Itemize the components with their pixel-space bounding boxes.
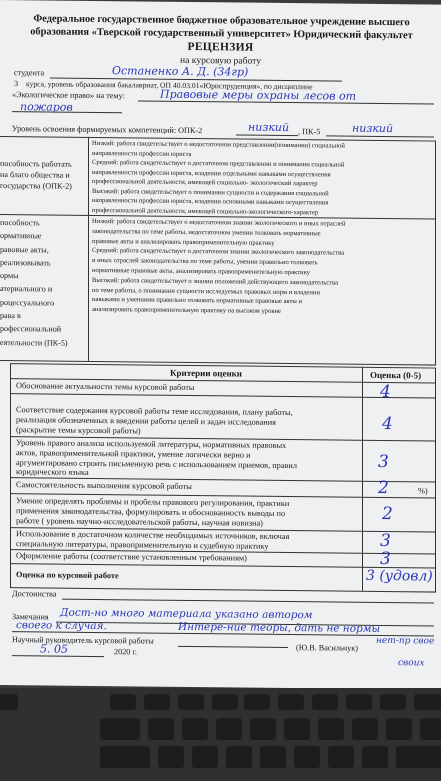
criteria-row-6-score: 3 [380,530,391,552]
total-grade-label: Оценка по курсовой работе [16,570,119,581]
criteria-row-7-text: Оформление работы (соответствие установленным требованиям) [16,551,247,563]
pk5-label: , ПК-5 [298,127,321,137]
criteria-row-3-score: 3 [378,451,389,473]
document-title: РЕЦЕНЗИЯ [187,40,254,54]
keyboard-key [362,746,388,768]
keyboard-key [414,694,441,710]
remarks-label: Замечания [12,612,49,622]
opk2-level-descriptions: Низкий: работа свидетельствует о недостаточном представлении(понимании) социальной направленности профессии юриста Средний: работа свидетельствует о достаточном представлении и понимании социальной направленности профессии юриста, владении отдельными навыками осуществления профессиональной деятельности, имеющей социально- экологический характер Высокий: работа свидетельствует о понимании сущности и содержания социальной направленности профессии юриста, владении основными навыками осуществления профессиональной деятельности, имеющей социально-экологического-характер [92,139,345,216]
course-description: курса, уровень образования бакалавриат, ОП 40.03.01«Юриспруденция», по дисциплине [26,79,313,92]
signature-line [178,646,288,648]
criteria-row-5-text: Умение определять проблемы и пробелы правового регулирования, практики применения законодательства, формулировать и обоснованность выводы по работе ( уровень научно-исследовательской работы, научная новизна) [16,496,290,528]
criteria-row-5-score: 2 [382,504,393,525]
document-subtitle: на курсовую работу [180,54,261,67]
keyboard-key [244,694,270,710]
criteria-row-1-text: Обоснование актуальности темы курсовой работы [16,381,195,393]
keyboard-key [318,718,344,740]
header-line-1: Федеральное государственное бюджетное образовательное учреждение высшего [33,13,410,29]
remarks-handwritten-1: Дост-но много материала указано автором [60,606,313,622]
criteria-row-7-score: 3 [380,548,391,570]
university-header [8,12,435,42]
keyboard-key [158,746,184,768]
student-label: студента [14,68,45,78]
keyboard-key [380,694,406,710]
keyboard-key [182,718,208,740]
keyboard-key [352,718,378,740]
criteria-row-3-text: Уровень правого анализа используемой литературы, нормативных правовых актов, правоприменительной практики, умение логически верно и аргументировано строить письменную речь с использованием приемов, правил юридического языка [16,438,298,478]
keyboard-key [346,694,372,710]
discipline-label: «Экологическое право» на тему: [12,90,125,101]
criteria-row-4-score: 2 [378,477,389,499]
keyboard-key [216,718,242,740]
criteria-row-4-suffix: %) [418,486,428,496]
competence-table-divider [88,137,89,361]
score-column-header: Оценка (0-5) [370,369,422,381]
keyboard-key [226,746,252,768]
student-name-handwritten: Останенко А. Д. (34гр) [112,64,249,79]
topic-handwritten-1: Правовые меры охраны лесов от [160,87,357,103]
keyboard-key [312,694,338,710]
supervisor-name: (Ю.В. Васильчук) [296,643,358,653]
keyboard-key [260,746,286,768]
pk5-level-line [326,135,434,137]
criteria-row-6-text: Использование в достаточном количестве необходимых источников, включая специальную литературы, правоприменительную и судебную практику [16,529,290,551]
criteria-row-4-text: Самостоятельность выполнения курсовой работы [16,480,192,492]
supervisor-label: Научный руководитель курсовой работы [12,635,154,646]
keyboard-key [420,718,441,740]
opk2-name: пособность работать на благо общества и государства (ОПК-2) [0,159,72,191]
supervisor-signature: нет-пр свое [376,635,435,647]
criteria-row-2-score: 4 [382,414,393,435]
caps-lock-key [100,718,140,740]
keyboard-key [148,718,174,740]
competence-level-label: Уровень освоения формируемых компетенций: ОПК-2 [12,124,203,136]
keyboard-key [110,694,136,710]
date-handwritten: 5. 05 [40,642,68,656]
keyboard-key [0,694,18,710]
pk5-level-handwritten: низкий [352,121,394,136]
merits-line [62,599,434,604]
keyboard-key [250,718,276,740]
shift-key [100,746,150,768]
keyboard-key [396,746,441,768]
pk5-name: пособность ормативные равовые акты, реализовывать ормы атериального и роцессуального рава в рофессиональной еятельности (ПК-5) [0,218,68,348]
course-number: 3 [14,79,19,89]
keyboard-key [212,694,238,710]
criteria-column-header: Критерии оценки [170,367,242,379]
keyboard-key [178,694,204,710]
keyboard-key [294,746,320,768]
topic-handwritten-2: пожаров [20,100,73,114]
remarks-handwritten-2: своего к случая. [16,619,107,633]
keyboard-key [328,746,354,768]
laptop-keyboard [0,688,441,781]
criteria-score-divider [362,367,363,591]
keyboard-key [144,694,170,710]
criteria-row-1-score: 4 [380,381,391,403]
keyboard-key [192,746,218,768]
keyboard-key [284,718,310,740]
criteria-row-2-text: Соответствие содержания курсовой работы теме исследования, плану работы, реализация обозначенных в введении работы целей и задач исследования (раскрытие темы курсовой работы) [16,405,293,436]
keyboard-key [278,694,304,710]
opk2-level-line [236,134,298,136]
remarks-handwritten-3: Интере-ние теоры, дать не нормы [178,620,381,635]
pk5-level-descriptions: Низкий: работа свидетельствует о недостаточном знании экологического и иных отраслей законодательства по теме работы, недостаточном умении толковать нормативные правовые акты и анализировать правоприменительную практику Средний: работа свидетельствует о достаточном знании экологического законодательства и иных отраслей законодательства по теме работы, умении правильно толковать нормативные правовые акты, анализировать правоприменительную практику Высокий: работа свидетельствует о знании положений действующего законодательства по теме работы, о понимании сущности исследуемых правовых норм и владении навыками и умениями правильно толковать нормативные правовые акты и анализировать правоприменительную практику на высоком уровне [92,217,346,316]
header-line-2: образования «Тверской государственный университет» Юридический факультет [30,26,413,42]
merits-label: Достоинства [12,589,57,599]
side-note-handwritten: своих [398,658,425,669]
keyboard-key [386,718,412,740]
year-label: 2020 г. [114,647,137,657]
opk2-level-handwritten: низкий [248,120,290,135]
total-grade-handwritten: 3 (удовл) [366,567,433,585]
